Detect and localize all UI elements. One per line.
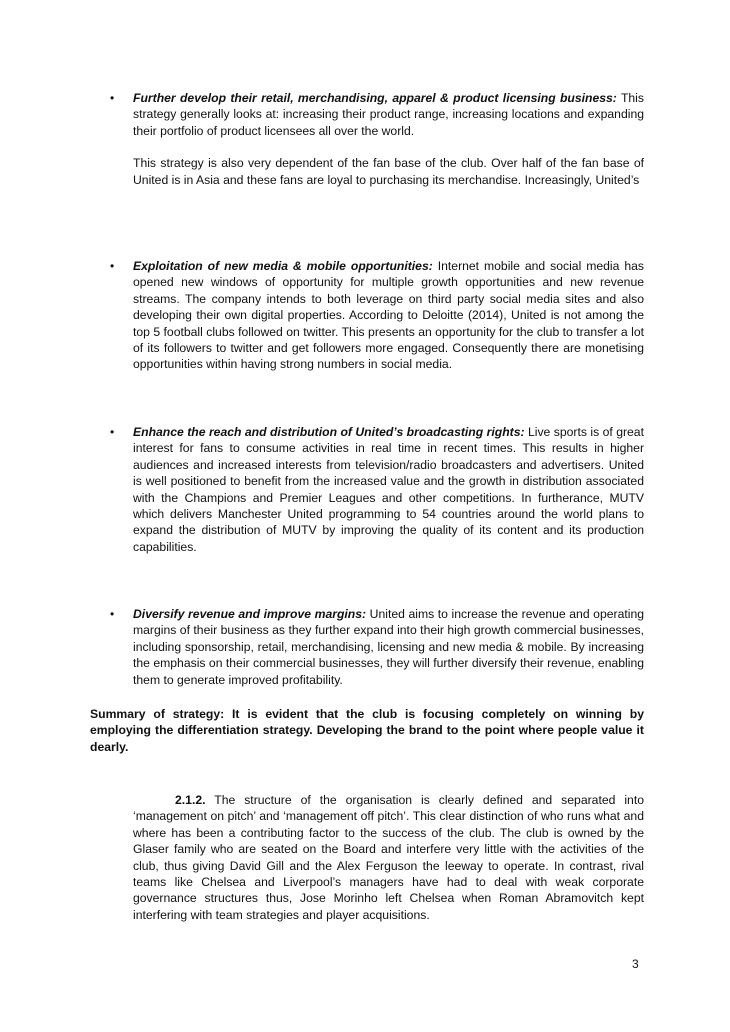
bullet-text: Internet mobile and social media has opened new windows of opportunity for multiple growth opportunities and new revenue streams. The company intends to both leverage on third party social media sites and also developing their own digital properties. According to Deloitte (2014), United is not among the top 5 football clubs followed on twitter. This presents an opportunity for the club to transfer a lot of its followers to twitter and get followers more engaged. Consequently there are monetising opportunities within having strong numbers in social media. (133, 259, 644, 372)
bullet-item-retail (106, 90, 644, 188)
page-number: 3 (632, 957, 639, 971)
bullet-body (133, 424, 644, 555)
bullet-icon: • (110, 607, 115, 621)
bullet-text: Live sports is of great interest for fans to consume activities in real time in recent times. This results in higher audiences and increased interests from television/radio broadcasters and advertisers. United is well positioned to benefit from the increased value and the growth in distribution associated with the Champions and Premier Leagues and other competitions. In furtherance, MUTV which delivers Manchester United programming to 54 countries around the world plans to expand the distribution of MUTV by improving the quality of its content and its production capabilities. (133, 425, 644, 554)
bullet-text: United aims to increase the revenue and operating margins of their business as they further expand into their high growth commercial businesses, including sponsorship, retail, merchandising, licensing and new media & mobile. By increasing the emphasis on their commercial businesses, they will further diversify their revenue, enabling them to generate improved profitability. (133, 607, 644, 687)
section-2-1-2 (133, 792, 644, 923)
bullet-icon: • (110, 425, 115, 439)
bullet-lead: Further develop their retail, merchandising, apparel & product licensing business: (133, 91, 617, 105)
bullet-body (133, 606, 644, 688)
strategy-summary: Summary of strategy: It is evident that the club is focusing completely on winning by employing the differentiation strategy. Developing the brand to the point where people value it dearly. (90, 707, 644, 754)
bullet-lead: Enhance the reach and distribution of United’s broadcasting rights: (133, 425, 525, 439)
bullet-item-new-media (106, 258, 644, 373)
bullet-body (133, 90, 644, 188)
bullet-paragraph (133, 90, 644, 139)
bullet-icon: • (110, 91, 115, 105)
bullet-paragraph (133, 606, 644, 688)
section-text: The structure of the organisation is clearly defined and separated into ‘management on pitch’ and ‘management off pitch’. This clear distinction of who runs what and where has been a contributing factor to the success of the club. The club is owned by the Glaser family who are seated on the Board and interfere very little with the activities of the club, thus giving David Gill and the Alex Ferguson the leeway to operate. In contrast, rival teams like Chelsea and Liverpool’s managers have had to deal with weak corporate governance structures thus, Jose Morinho left Chelsea when Roman Abramovitch kept interfering with team strategies and player acquisitions. (133, 793, 644, 922)
bullet-item-diversify (106, 606, 644, 688)
section-number: 2.1.2. (175, 793, 206, 807)
bullet-paragraph (133, 424, 644, 555)
bullet-lead: Exploitation of new media & mobile opportunities: (133, 259, 433, 273)
bullet-paragraph (133, 258, 644, 373)
bullet-body (133, 258, 644, 373)
bullet-icon: • (110, 259, 115, 273)
bullet-extra-paragraph: This strategy is also very dependent of the fan base of the club. Over half of the fan base of United is in Asia and these fans are loyal to purchasing its merchandise. Increasingly, United’s (133, 156, 644, 187)
bullet-text: This strategy generally looks at: increasing their product range, increasing locations and expanding their portfolio of product licensees all over the world. (133, 91, 644, 138)
bullet-lead: Diversify revenue and improve margins: (133, 607, 367, 621)
bullet-item-broadcasting (106, 424, 644, 555)
